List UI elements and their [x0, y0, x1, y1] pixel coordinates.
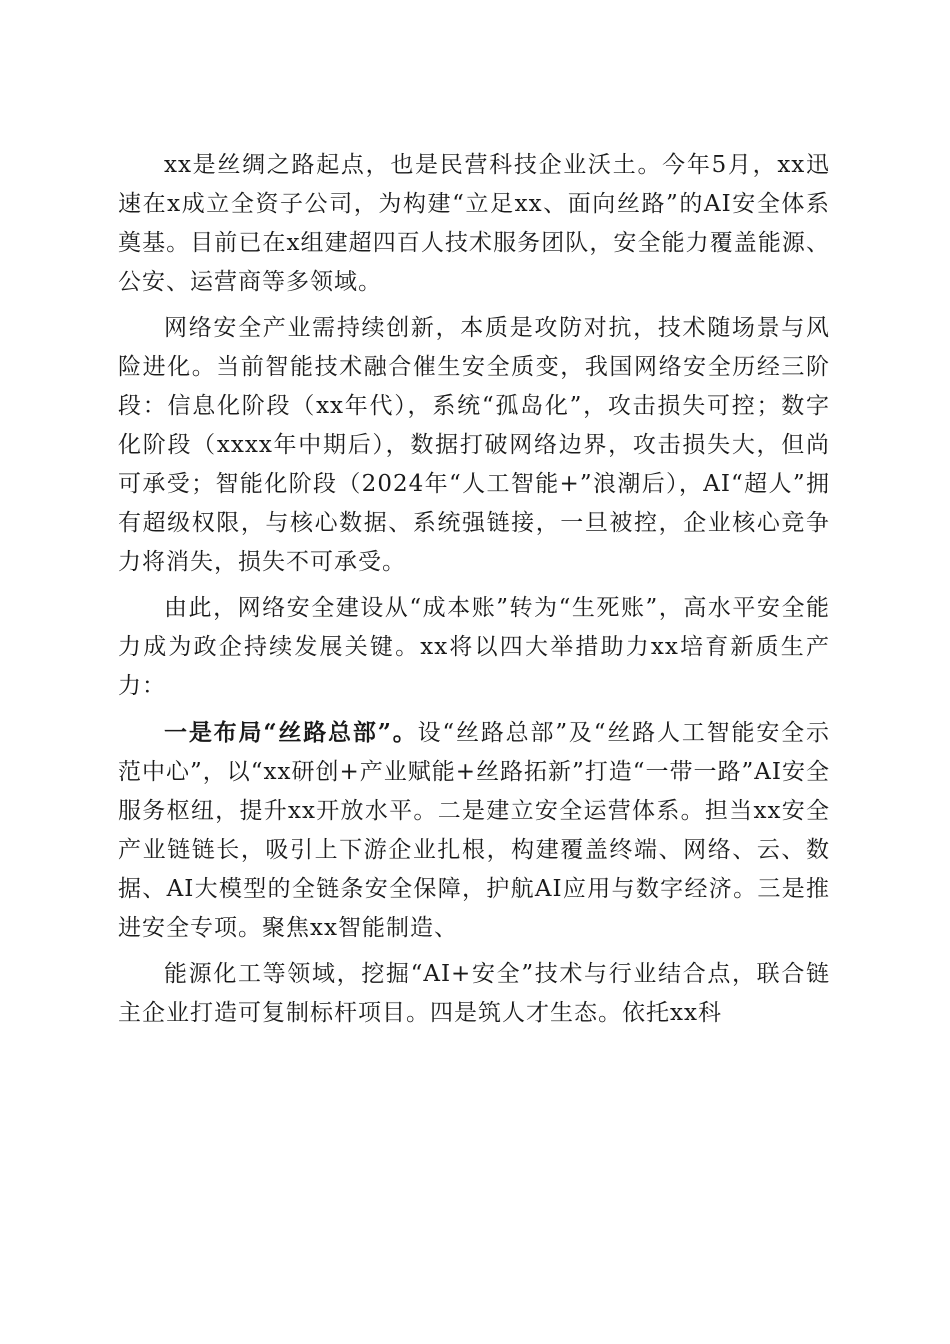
paragraph-continuation: 能源化工等领域，挖掘“AI+安全”技术与行业结合点，联合链主企业打造可复制标杆项目。四是筑人才生态。依托xx科	[118, 961, 830, 1026]
paragraph-measures	[118, 713, 830, 948]
paragraph-conclusion: 由此，网络安全建设从“成本账”转为“生死账”，高水平安全能力成为政企持续发展关键。xx将以四大举措助力xx培育新质生产力：	[118, 595, 830, 699]
document-body	[118, 146, 830, 1040]
measures-body-text: 设“丝路总部”及“丝路人工智能安全示范中心”，以“xx研创+产业赋能+丝路拓新”打造“一带一路”AI安全服务枢纽，提升xx开放水平。二是建立安全运营体系。担当xx安全产业链链长，吸引上下游企业扎根，构建覆盖终端、网络、云、数据、AI大模型的全链条安全保障，护航AI应用与数字经济。三是推进安全专项。聚焦xx智能制造、	[118, 720, 830, 941]
paragraph-intro: xx是丝绸之路起点，也是民营科技企业沃土。今年5月，xx迅速在x成立全资子公司，为构建“立足xx、面向丝路”的AI安全体系奠基。目前已在x组建超四百人技术服务团队，安全能力覆盖能源、公安、运营商等多领域。	[118, 152, 830, 295]
measure-lead-heading: 一是布局“丝路总部”。	[164, 719, 418, 746]
paragraph-industry-stages: 网络安全产业需持续创新，本质是攻防对抗，技术随场景与风险进化。当前智能技术融合催生安全质变，我国网络安全历经三阶段：信息化阶段（xx年代），系统“孤岛化”，攻击损失可控；数字化阶段（xxxx年中期后），数据打破网络边界，攻击损失大，但尚可承受；智能化阶段（2024年“人工智能+”浪潮后），AI“超人”拥有超级权限，与核心数据、系统强链接，一旦被控，企业核心竞争力将消失，损失不可承受。	[118, 315, 830, 575]
